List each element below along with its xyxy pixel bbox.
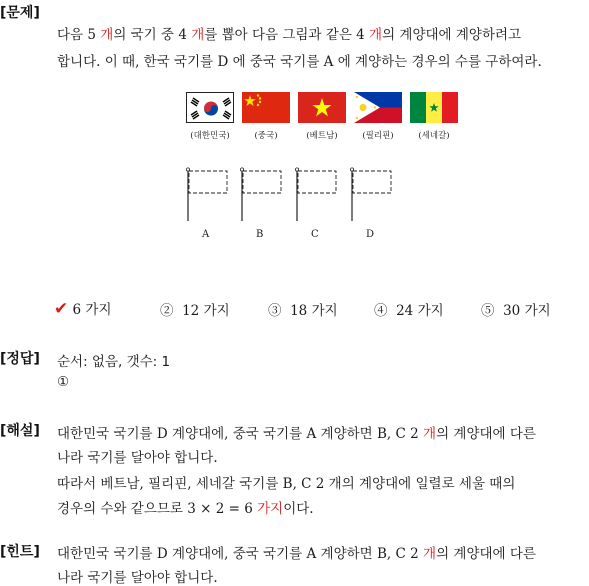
philippines-flag-icon — [354, 92, 402, 123]
explanation-line-4: 경우의 수와 같으므로 3 × 2 = 6 가지이다. — [57, 501, 314, 517]
hint-line-1: 대한민국 국기를 D 계양대에, 중국 국기를 A 계양하면 B, C 2 개의 계양대에 다른 — [57, 546, 536, 562]
choice-3[interactable]: ③ 18 가지 — [268, 303, 338, 319]
pole-label-b: B — [256, 229, 264, 240]
flag-caption: (대한민국) — [190, 131, 230, 141]
china-flag-icon — [242, 92, 290, 123]
choice-4[interactable]: ④ 24 가지 — [374, 303, 444, 319]
explanation-line-1: 대한민국 국기를 D 계양대에, 중국 국기를 A 계양하면 B, C 2 개의 계양대에 다른 — [57, 426, 536, 442]
problem-line-1: 다음 5 개의 국기 중 4 개를 뽑아 다음 그림과 같은 4 개의 계양대에 계양하려고 — [57, 27, 522, 43]
hint-line-2: 나라 국기를 달아야 합니다. — [57, 570, 218, 586]
flagpole-d-icon — [347, 167, 397, 223]
answer-line-1: 순서: 없음, 갯수: 1 — [57, 354, 171, 370]
hint-label: [힌트] — [0, 544, 40, 560]
flag-caption: (필리핀) — [362, 131, 394, 141]
explanation-label: [해설] — [0, 423, 40, 439]
explanation-line-2: 나라 국기를 달아야 합니다. — [57, 450, 218, 466]
korea-flag-icon — [186, 92, 234, 123]
problem-label: [문제] — [0, 5, 40, 21]
choice-5[interactable]: ⑤ 30 가지 — [481, 303, 551, 319]
senegal-flag-icon — [410, 92, 458, 123]
flagpole-b-icon — [237, 167, 287, 223]
problem-line-2: 합니다. 이 때, 한국 국기를 D 에 중국 국기를 A 에 계양하는 경우의 수를 구하여라. — [57, 54, 542, 70]
choice-1[interactable]: ✔ 6 가지 — [54, 299, 112, 319]
answer-line-2: ① — [57, 374, 70, 390]
flagpole-c-icon — [292, 167, 342, 223]
flag-caption: (베트남) — [306, 131, 338, 141]
choice-2[interactable]: ② 12 가지 — [160, 303, 230, 319]
pole-label-c: C — [311, 229, 319, 240]
vietnam-flag-icon — [298, 92, 346, 123]
explanation-line-3: 따라서 베트남, 필리핀, 세네갈 국기를 B, C 2 개의 계양대에 일렬로 세울 때의 — [57, 476, 516, 492]
flag-caption: (세네갈) — [418, 131, 450, 141]
answer-label: [정답] — [0, 351, 40, 367]
flagpole-a-icon — [183, 167, 233, 223]
flag-caption: (중국) — [254, 131, 278, 141]
pole-label-d: D — [366, 229, 375, 240]
checkmark-icon: ✔ — [54, 299, 69, 319]
pole-label-a: A — [202, 229, 210, 240]
